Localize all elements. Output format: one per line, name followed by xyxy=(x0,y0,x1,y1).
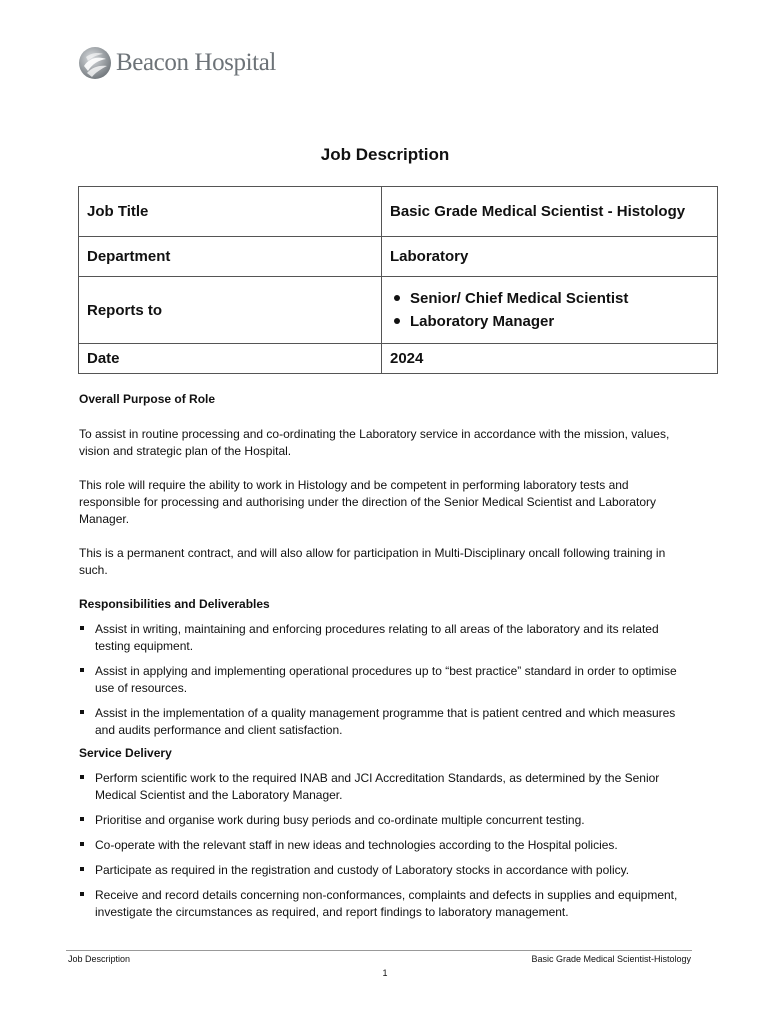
list-item: Laboratory Manager xyxy=(410,310,709,333)
purpose-paragraph: This role will require the ability to work in Histology and be competent in performing laboratory tests and responsible for processing and authorising under the direction of the Senior Medical Scientist and Laboratory Manager. xyxy=(79,478,657,526)
table-row xyxy=(79,277,718,344)
job-title-value: Basic Grade Medical Scientist - Histology xyxy=(382,187,718,237)
job-info-table xyxy=(78,186,718,374)
logo-text: Beacon Hospital xyxy=(116,49,276,76)
purpose-paragraph: This is a permanent contract, and will also allow for participation in Multi-Disciplinary oncall following training in such. xyxy=(79,546,666,577)
table-row xyxy=(79,344,718,374)
purpose-heading: Overall Purpose of Role xyxy=(79,392,216,406)
date-value: 2024 xyxy=(382,344,718,374)
table-row xyxy=(79,187,718,237)
reports-to-label: Reports to xyxy=(79,277,382,344)
beacon-logo-icon xyxy=(78,46,112,80)
footer-divider xyxy=(66,950,692,951)
list-item: Receive and record details concerning non-conformances, complaints and defects in supplies and equipment, investigate the circumstances as required, and report findings to laboratory management. xyxy=(79,887,679,921)
document-title: Job Description xyxy=(320,145,450,164)
job-title-label: Job Title xyxy=(79,187,382,237)
reports-to-value xyxy=(382,277,718,344)
list-item: Senior/ Chief Medical Scientist xyxy=(410,287,709,310)
purpose-paragraph: To assist in routine processing and co-ordinating the Laboratory service in accordance with the mission, values, vision and strategic plan of the Hospital. xyxy=(79,427,670,458)
list-item: Perform scientific work to the required INAB and JCI Accreditation Standards, as determined by the Senior Medical Scientist and the Laboratory Manager. xyxy=(79,770,679,804)
list-item: Assist in writing, maintaining and enforcing procedures relating to all areas of the laboratory and its related testing equipment. xyxy=(79,621,679,655)
list-item: Assist in the implementation of a quality management programme that is patient centred and which measures and audits performance and client satisfaction. xyxy=(79,705,679,739)
list-item: Prioritise and organise work during busy periods and co-ordinate multiple concurrent testing. xyxy=(79,812,679,829)
footer-right-text: Basic Grade Medical Scientist-Histology xyxy=(531,954,691,964)
list-item: Co-operate with the relevant staff in new ideas and technologies according to the Hospital policies. xyxy=(79,837,679,854)
service-delivery-heading: Service Delivery xyxy=(79,746,172,760)
document-body xyxy=(79,391,679,921)
reports-to-list xyxy=(390,287,709,333)
table-row xyxy=(79,237,718,277)
department-label: Department xyxy=(79,237,382,277)
list-item: Assist in applying and implementing operational procedures up to “best practice” standard in order to optimise use of resources. xyxy=(79,663,679,697)
responsibilities-list xyxy=(79,621,679,739)
date-label: Date xyxy=(79,344,382,374)
hospital-logo xyxy=(78,46,276,80)
list-item: Participate as required in the registration and custody of Laboratory stocks in accordance with policy. xyxy=(79,862,679,879)
page-number: 1 xyxy=(382,968,388,978)
footer-left-text: Job Description xyxy=(68,954,131,964)
responsibilities-heading: Responsibilities and Deliverables xyxy=(79,597,270,611)
service-delivery-list xyxy=(79,770,679,921)
department-value: Laboratory xyxy=(382,237,718,277)
